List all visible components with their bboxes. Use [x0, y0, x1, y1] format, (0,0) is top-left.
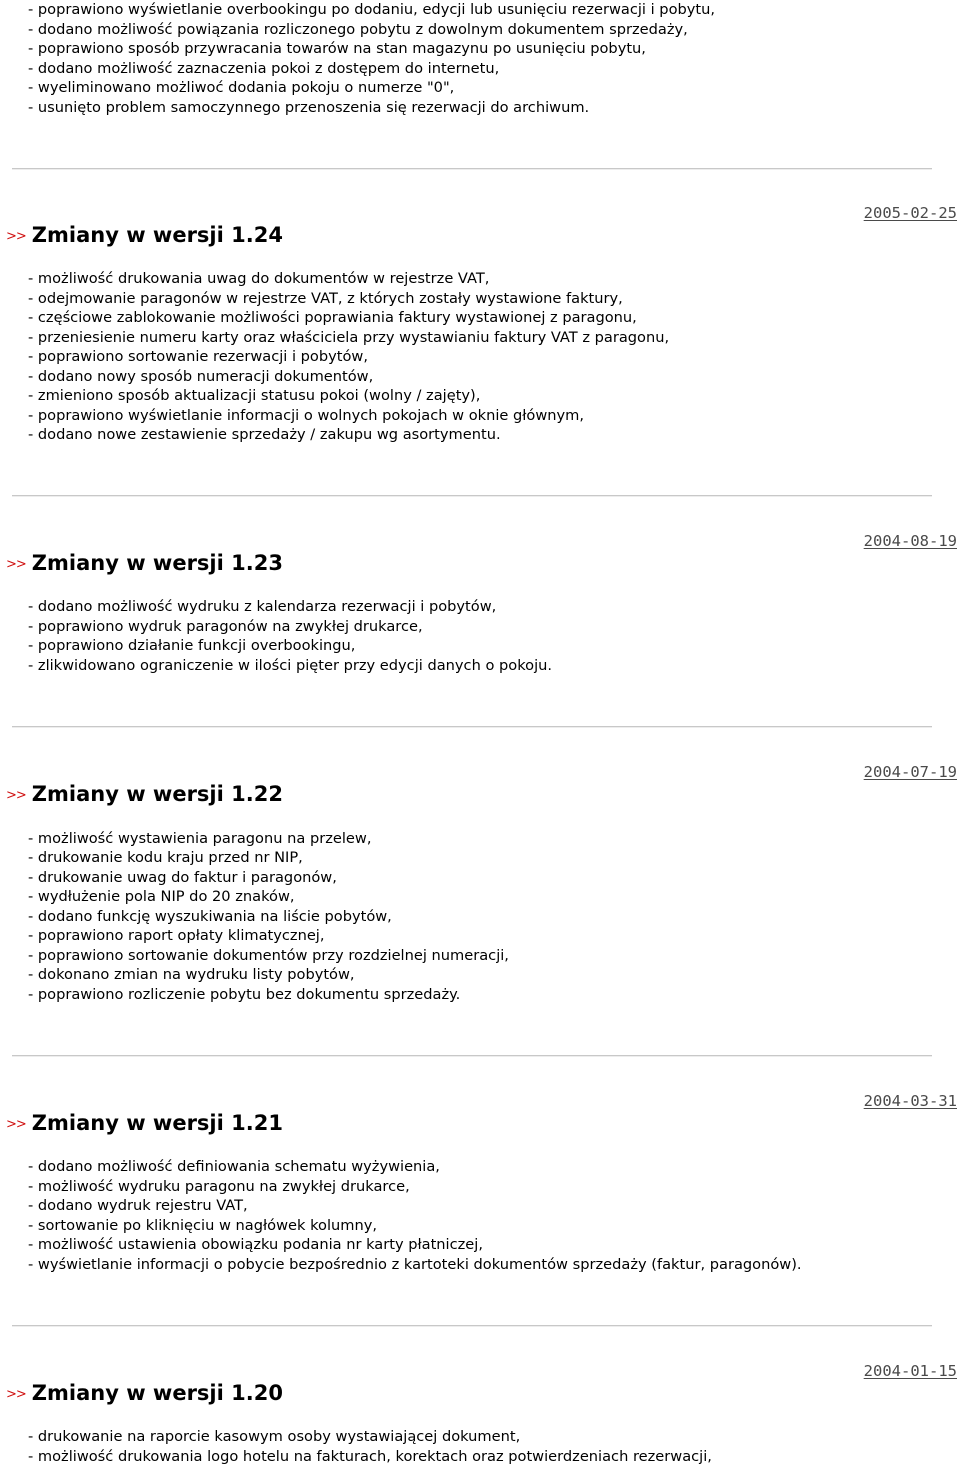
list-item: - dodano możliwość wydruku z kalendarza rezerwacji i pobytów,	[28, 598, 497, 615]
list-item: - przeniesienie numeru karty oraz właściciela przy wystawianiu faktury VAT z paragonu,	[28, 329, 670, 346]
list-item: - wydłużenie pola NIP do 20 znaków,	[28, 888, 295, 905]
section-date-link[interactable]: 2005-02-25	[863, 204, 957, 222]
section-date-link[interactable]: 2004-08-19	[863, 532, 957, 550]
double-chevron-icon: >>	[6, 1387, 26, 1402]
list-item: - dodano wydruk rejestru VAT,	[28, 1197, 248, 1214]
section-divider	[12, 168, 932, 170]
list-item: - poprawiono sortowanie rezerwacji i pobytów,	[28, 348, 368, 365]
list-item: - możliwość wydruku paragonu na zwykłej drukarce,	[28, 1178, 410, 1195]
section-divider	[12, 726, 932, 728]
list-item: - sortowanie po kliknięciu w nagłówek kolumny,	[28, 1217, 377, 1234]
list-item: - możliwość drukowania logo hotelu na fakturach, korektach oraz potwierdzeniach rezerwacji,	[28, 1448, 712, 1465]
list-item: - możliwość wystawienia paragonu na przelew,	[28, 830, 372, 847]
section-heading	[6, 1111, 283, 1141]
list-item: - poprawiono sposób przywracania towarów na stan magazynu po usunięciu pobytu,	[28, 40, 646, 57]
list-item: - drukowanie kodu kraju przed nr NIP,	[28, 849, 303, 866]
double-chevron-icon: >>	[6, 229, 26, 244]
list-item: - dodano funkcję wyszukiwania na liście pobytów,	[28, 908, 392, 925]
list-item: - usunięto problem samoczynnego przenoszenia się rezerwacji do archiwum.	[28, 99, 590, 116]
list-item: - poprawiono rozliczenie pobytu bez dokumentu sprzedaży.	[28, 986, 461, 1003]
list-item: - zmieniono sposób aktualizacji statusu pokoi (wolny / zajęty),	[28, 387, 481, 404]
list-item: - możliwość ustawienia obowiązku podania nr karty płatniczej,	[28, 1236, 483, 1253]
section-title: Zmiany w wersji 1.20	[31, 1381, 283, 1405]
list-item: - poprawiono raport opłaty klimatycznej,	[28, 927, 325, 944]
section-date-link[interactable]: 2004-03-31	[863, 1092, 957, 1110]
section-title: Zmiany w wersji 1.23	[31, 551, 283, 575]
list-item: - zlikwidowano ograniczenie w ilości pięter przy edycji danych o pokoju.	[28, 657, 553, 674]
section-heading	[6, 223, 283, 253]
list-item: - dodano nowy sposób numeracji dokumentów,	[28, 368, 374, 385]
section-heading	[6, 551, 283, 581]
list-item: - poprawiono wyświetlanie informacji o wolnych pokojach w oknie głównym,	[28, 407, 585, 424]
double-chevron-icon: >>	[6, 557, 26, 572]
list-item: - wyeliminowano możliwoć dodania pokoju o numerze "0",	[28, 79, 455, 96]
section-divider	[12, 1055, 932, 1057]
section-divider	[12, 1325, 932, 1327]
list-item: - poprawiono wydruk paragonów na zwykłej drukarce,	[28, 618, 423, 635]
list-item: - drukowanie uwag do faktur i paragonów,	[28, 869, 337, 886]
section-date-link[interactable]: 2004-07-19	[863, 763, 957, 781]
list-item: - dodano nowe zestawienie sprzedaży / zakupu wg asortymentu.	[28, 426, 501, 443]
section-date-link[interactable]: 2004-01-15	[863, 1362, 957, 1380]
list-item: - częściowe zablokowanie możliwości poprawiania faktury wystawionej z paragonu,	[28, 309, 637, 326]
list-item: - odejmowanie paragonów w rejestrze VAT, z których zostały wystawione faktury,	[28, 290, 623, 307]
list-item: - wyświetlanie informacji o pobycie bezpośrednio z kartoteki dokumentów sprzedaży (faktur, paragonów).	[28, 1256, 802, 1273]
section-heading	[6, 782, 283, 812]
section-title: Zmiany w wersji 1.22	[31, 782, 283, 806]
list-item: - dodano możliwość zaznaczenia pokoi z dostępem do internetu,	[28, 60, 500, 77]
list-item: - poprawiono sortowanie dokumentów przy rozdzielnej numeracji,	[28, 947, 509, 964]
list-item: - drukowanie na raporcie kasowym osoby wystawiającej dokument,	[28, 1428, 521, 1445]
section-heading	[6, 1381, 283, 1411]
list-item: - dodano możliwość definiowania schematu wyżywienia,	[28, 1158, 440, 1175]
double-chevron-icon: >>	[6, 788, 26, 803]
double-chevron-icon: >>	[6, 1117, 26, 1132]
section-title: Zmiany w wersji 1.21	[31, 1111, 283, 1135]
list-item: - dokonano zmian na wydruku listy pobytów,	[28, 966, 355, 983]
list-item: - możliwość drukowania uwag do dokumentów w rejestrze VAT,	[28, 270, 490, 287]
list-item: - poprawiono działanie funkcji overbookingu,	[28, 637, 356, 654]
section-divider	[12, 495, 932, 497]
list-item: - poprawiono wyświetlanie overbookingu po dodaniu, edycji lub usunięciu rezerwacji i pobytu,	[28, 1, 716, 18]
section-title: Zmiany w wersji 1.24	[31, 223, 283, 247]
list-item: - dodano możliwość powiązania rozliczonego pobytu z dowolnym dokumentem sprzedaży,	[28, 21, 688, 38]
